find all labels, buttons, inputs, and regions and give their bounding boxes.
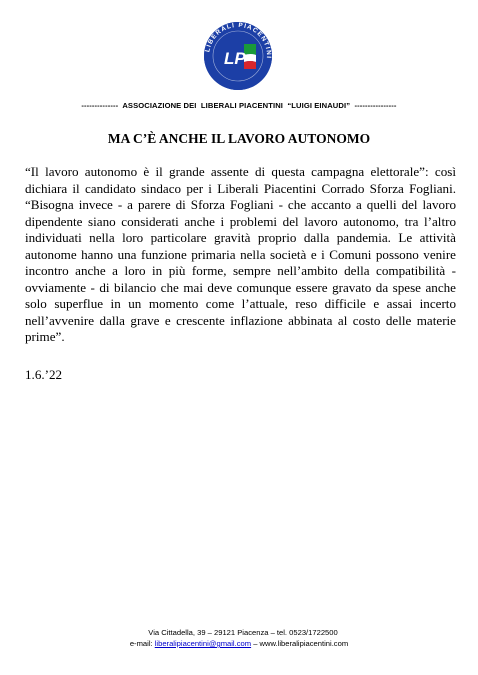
body-paragraph: “Il lavoro autonomo è il grande assente di questa campagna elettorale”: così dichiara il candidato sindaco per i Liberali Piacentini Corrado Sforza Fogliani. “Bisogna invece - a parere di Sforza Fogliani - che accanto a quelli del lavoro dipendente siano considerati anche i problemi del lavoro autonomo, tra l’altro individuati nella loro particolare gravità proprio dalla pandemia. Le attività autonome hanno una funzione primaria nella società e i Comuni possono venire incontro anche a loro in più forme, sempre nell’ambito della compatibilità - ovviamente - di bilancio che mai deve comunque essere gravato da spese anche solo superflue in un momento come l’attuale, reso difficile e assai incerto nell’avvenire dalla grave e crescente inflazione abbinata al costo delle materie prime”. (25, 164, 456, 344)
footer-contacts (0, 639, 478, 648)
document-date: 1.6.’22 (25, 367, 63, 382)
footer-address: Via Cittadella, 39 – 29121 Piacenza – tel. 0523/1722500 (148, 628, 338, 637)
lp-logo-emblem (204, 22, 272, 90)
footer-email-label: e-mail: (129, 639, 155, 648)
page-title: MA C’È ANCHE IL LAVORO AUTONOMO (107, 131, 371, 146)
footer-website: – www.liberalipiacentini.com (251, 639, 349, 648)
footer-email-link[interactable]: liberalipiacentini@gmail.com (154, 639, 252, 648)
association-header: -------------- ASSOCIAZIONE DEI LIBERALI PIACENTINI “LUIGI EINAUDI” ---------------- (81, 101, 397, 110)
logo-initials: LP (224, 49, 246, 68)
lp-logo (204, 22, 272, 90)
logo-ring-text: LIBERALI PIACENTINI (204, 22, 272, 60)
